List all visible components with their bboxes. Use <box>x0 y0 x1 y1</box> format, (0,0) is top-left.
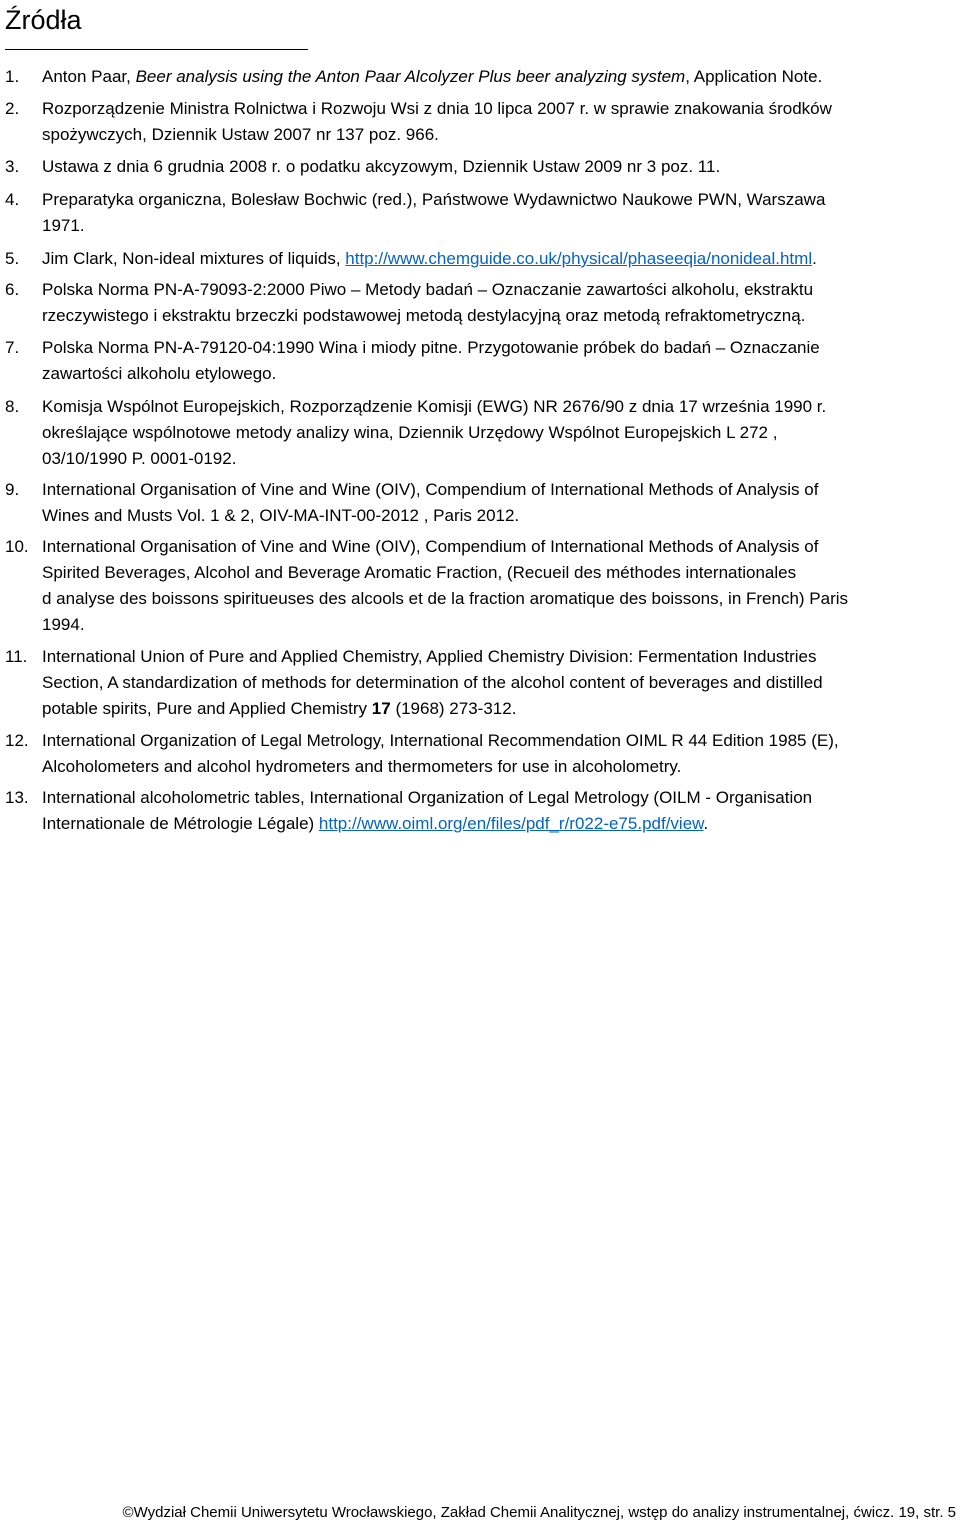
reference-text: International Union of Pure and Applied Chemistry, Applied Chemistry Division: Fermentation Industries Section, A standardization of methods for determination of the alcohol content of beverages and distilled potable spirits, Pure and Applied Chemistry 17 (1968) 273-312. <box>42 647 823 718</box>
page-footer: ©Wydział Chemii Uniwersytetu Wrocławskiego, Zakład Chemii Analitycznej, wstęp do analizy instrumentalnej, ćwicz. 19, str. 5 <box>122 1504 956 1521</box>
reference-text: International alcoholometric tables, International Organization of Legal Metrology (OILM - Organisation Internationale de Métrologie Légale) http://www.oiml.org/en/files/pdf_r/r022-e75.pdf/view. <box>42 788 813 833</box>
reference-number: 11. <box>5 647 28 666</box>
reference-number: 6. <box>5 280 20 299</box>
title-underline <box>5 49 308 50</box>
reference-text: Polska Norma PN-A-79120-04:1990 Wina i miody pitne. Przygotowanie próbek do badań – Oznaczanie zawartości alkoholu etylowego. <box>42 338 820 383</box>
reference-number: 1. <box>5 67 20 86</box>
reference-text: Jim Clark, Non-ideal mixtures of liquids, http://www.chemguide.co.uk/physical/phaseeqia/nonideal.html. <box>42 249 817 268</box>
reference-text <box>42 64 954 90</box>
reference-number: 12. <box>5 731 29 750</box>
reference-text: International Organization of Legal Metrology, International Recommendation OIML R 44 Edition 1985 (E), Alcoholometers and alcohol hydrometers and thermometers for use in alcoholometry. <box>42 731 839 776</box>
reference-number: 2. <box>5 99 20 118</box>
reference-number: 10. <box>5 537 29 556</box>
page-title: Źródła <box>5 5 82 35</box>
reference-text: International Organisation of Vine and Wine (OIV), Compendium of International Methods of Analysis of Wines and Musts Vol. 1 & 2, OIV-MA-INT-00-2012 , Paris 2012. <box>42 480 819 525</box>
reference-author: Anton Paar, <box>42 67 136 86</box>
reference-number: 8. <box>5 397 20 416</box>
reference-text: Komisja Wspólnot Europejskich, Rozporządzenie Komisji (EWG) NR 2676/90 z dnia 17 września 1990 r. określające wspólnotowe metody analizy wina, Dziennik Urzędowy Wspólnot Europejskich L 272 , 03/10/1990 P. 0001-0192. <box>42 397 827 468</box>
reference-text: Ustawa z dnia 6 grudnia 2008 r. o podatku akcyzowym, Dziennik Ustaw 2009 nr 3 poz. 11. <box>42 157 721 176</box>
reference-number: 7. <box>5 338 20 357</box>
reference-number: 5. <box>5 249 20 268</box>
reference-number: 9. <box>5 480 20 499</box>
reference-link[interactable]: http://www.chemguide.co.uk/physical/phaseeqia/nonideal.html <box>345 249 813 268</box>
reference-title: Beer analysis using the Anton Paar Alcolyzer Plus beer analyzing system <box>135 67 686 86</box>
reference-number: 13. <box>5 788 29 807</box>
reference-text: International Organisation of Vine and Wine (OIV), Compendium of International Methods of Analysis of Spirited Beverages, Alcohol and Beverage Aromatic Fraction, (Recueil des méthodes internationales d analyse des boissons spiritueuses des alcools et de la fraction aromatique des boissons, in French) Paris 1994. <box>42 537 849 634</box>
reference-text: Polska Norma PN-A-79093-2:2000 Piwo – Metody badań – Oznaczanie zawartości alkoholu, ekstraktu rzeczywistego i ekstraktu brzeczki podstawowej metodą destylacyjną oraz metodą refraktometryczną. <box>42 280 814 325</box>
reference-number: 4. <box>5 190 20 209</box>
reference-text: Preparatyka organiczna, Bolesław Bochwic (red.), Państwowe Wydawnictwo Naukowe PWN, Warszawa 1971. <box>42 190 826 235</box>
reference-text: Rozporządzenie Ministra Rolnictwa i Rozwoju Wsi z dnia 10 lipca 2007 r. w sprawie znakowania środków spożywczych, Dziennik Ustaw 2007 nr 137 poz. 966. <box>42 99 832 144</box>
reference-note: , Application Note. <box>685 67 823 86</box>
reference-link[interactable]: http://www.oiml.org/en/files/pdf_r/r022-e75.pdf/view <box>318 814 704 833</box>
reference-number: 3. <box>5 157 20 176</box>
journal-volume: 17 <box>371 699 391 718</box>
